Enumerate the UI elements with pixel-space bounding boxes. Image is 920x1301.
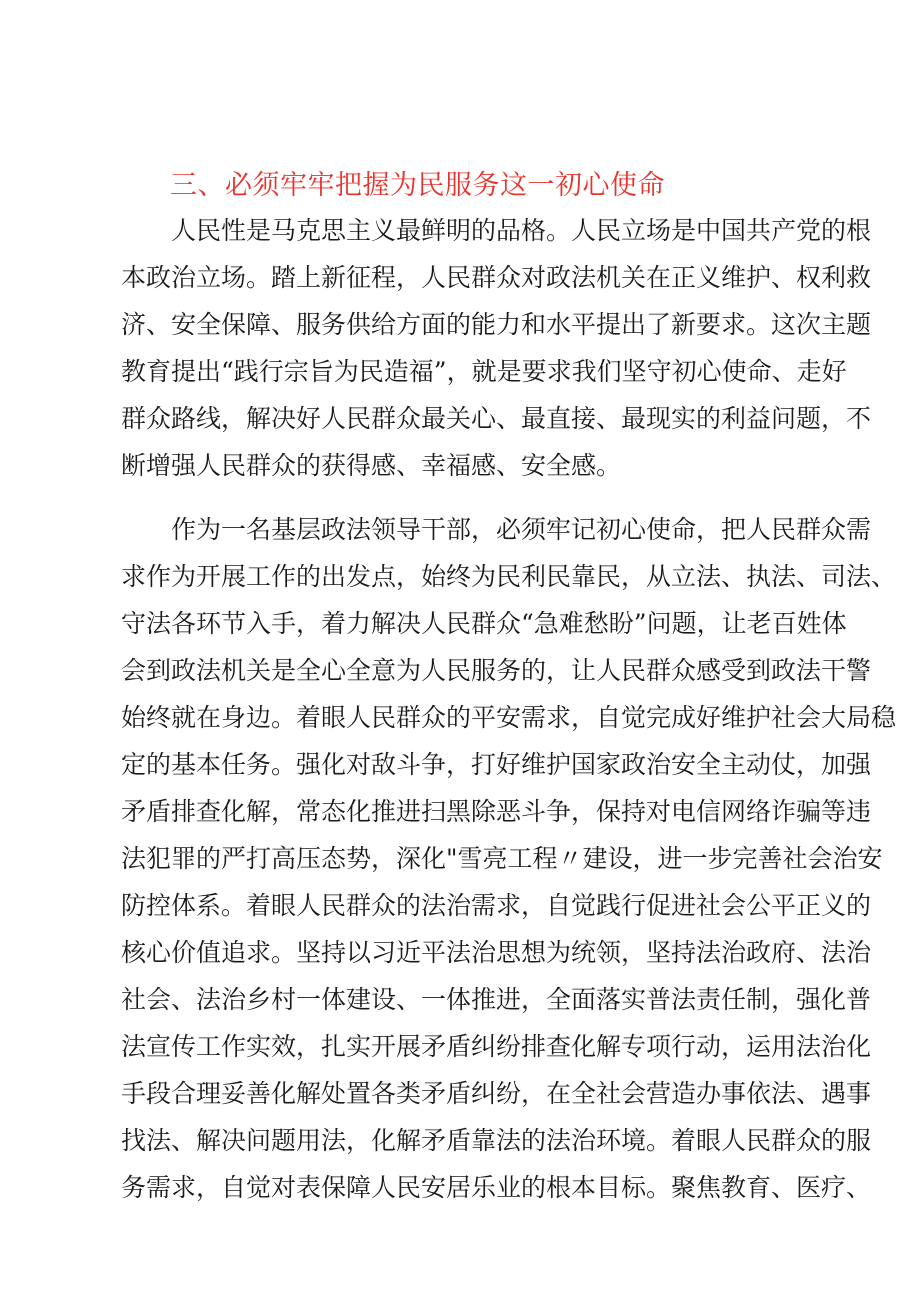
paragraph-line: 社会、法治乡村一体建设、一体推进，全面落实普法责任制，强化普 <box>121 985 872 1014</box>
paragraph-line: 教育提出“践行宗旨为民造福”，就是要求我们坚守初心使命、走好 <box>121 357 847 386</box>
paragraph-2 <box>121 506 897 1211</box>
paragraph-line: 始终就在身边。着眼人民群众的平安需求，自觉完成好维护社会大局稳 <box>121 703 897 732</box>
paragraph-line: 人民性是马克思主义最鲜明的品格。人民立场是中国共产党的根 <box>171 216 872 245</box>
paragraph-line: 防控体系。着眼人民群众的法治需求，自觉践行促进社会公平正义的 <box>121 891 872 920</box>
paragraph-line: 核心价值追求。坚持以习近平法治思想为统领，坚持法治政府、法治 <box>121 938 872 967</box>
paragraph-line: 作为一名基层政法领导干部，必须牢记初心使命，把人民群众需 <box>171 515 872 544</box>
paragraph-line: 找法、解决问题用法，化解矛盾靠法的法治环境。着眼人民群众的服 <box>121 1126 872 1155</box>
section-heading: 三、必须牢牢把握为民服务这一初心使命 <box>170 170 665 201</box>
paragraph-line: 法犯罪的严打高压态势，深化"雪亮工程〃建设，进一步完善社会治安 <box>121 844 883 873</box>
paragraph-line: 手段合理妥善化解处置各类矛盾纠纷，在全社会营造办事依法、遇事 <box>121 1079 872 1108</box>
paragraph-line: 定的基本任务。强化对敌斗争，打好维护国家政治安全主动仗，加强 <box>121 750 872 779</box>
paragraph-line: 矛盾排查化解，常态化推进扫黑除恶斗争，保持对电信网络诈骗等违 <box>121 797 872 826</box>
paragraph-line: 断增强人民群众的获得感、幸福感、安全感。 <box>121 451 622 480</box>
paragraph-line: 济、安全保障、服务供给方面的能力和水平提出了新要求。这次主题 <box>121 310 872 339</box>
paragraph-line: 群众路线，解决好人民群众最关心、最直接、最现实的利益问题，不 <box>121 404 872 433</box>
paragraph-line: 求作为开展工作的出发点，始终为民利民靠民，从立法、执法、司法、 <box>121 562 897 591</box>
paragraph-1 <box>121 207 872 489</box>
paragraph-line: 务需求，自觉对表保障人民安居乐业的根本目标。聚焦教育、医疗、 <box>121 1173 872 1202</box>
paragraph-line: 守法各环节入手，着力解决人民群众“急难愁盼”问题，让老百姓体 <box>121 609 847 638</box>
paragraph-line: 会到政法机关是全心全意为人民服务的，让人民群众感受到政法干警 <box>121 656 872 685</box>
paragraph-line: 法宣传工作实效，扎实开展矛盾纠纷排查化解专项行动，运用法治化 <box>121 1032 872 1061</box>
paragraph-line: 本政治立场。踏上新征程，人民群众对政法机关在正义维护、权利救 <box>121 263 872 292</box>
